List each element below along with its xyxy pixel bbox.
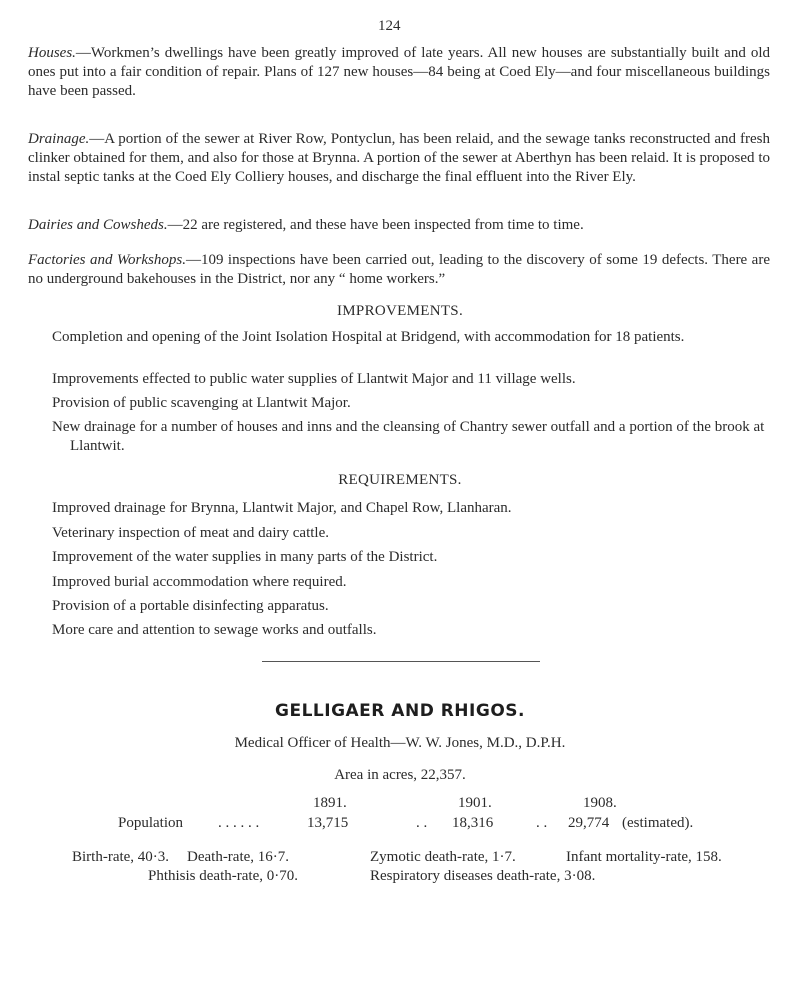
requirement-item: Improvement of the water supplies in many parts of the District. — [52, 549, 438, 565]
population-value: 13,715 — [307, 815, 349, 831]
requirement-item: Improved burial accommodation where required. — [52, 574, 347, 590]
houses-title: Houses. — [28, 45, 76, 61]
population-note: (estimated). — [622, 815, 694, 831]
medical-officer: Medical Officer of Health—W. W. Jones, M.D., D.P.H. — [234, 735, 566, 751]
drainage-paragraph — [28, 130, 770, 187]
factories-body: —109 inspections have been carried out, leading to the discovery of some 19 defects. There are no underground bakehouses in the District, nor any “ home workers.” — [28, 252, 770, 287]
dairies-paragraph — [28, 216, 770, 235]
respiratory-death-rate: Respiratory diseases death-rate, 3·08. — [370, 868, 596, 884]
population-year: 1891. — [313, 795, 347, 811]
requirement-item: Provision of a portable disinfecting apparatus. — [52, 598, 329, 614]
improvement-item: Completion and opening of the Joint Isolation Hospital at Bridgend, with accommodation for 18 patients. — [52, 329, 685, 345]
phthisis-death-rate: Phthisis death-rate, 0·70. — [148, 868, 298, 884]
dairies-body: —22 are registered, and these have been inspected from time to time. — [167, 217, 584, 233]
population-year: 1901. — [458, 795, 492, 811]
birth-rate: Birth-rate, 40·3. — [72, 849, 170, 865]
houses-paragraph — [28, 44, 770, 101]
infant-mortality-rate: Infant mortality-rate, 158. — [566, 849, 722, 865]
zymotic-death-rate: Zymotic death-rate, 1·7. — [370, 849, 516, 865]
requirement-item: Veterinary inspection of meat and dairy cattle. — [52, 525, 329, 541]
improvement-item: New drainage for a number of houses and inns and the cleansing of Chantry sewer outfall and a portion of the brook at Llantwit. — [52, 419, 765, 454]
area-acres: Area in acres, 22,357. — [334, 767, 466, 783]
improvement-item: Improvements effected to public water supplies of Llantwit Major and 11 village wells. — [52, 371, 576, 387]
death-rate: Death-rate, 16·7. — [187, 849, 290, 865]
population-separator: . . — [536, 815, 548, 831]
improvement-item: Provision of public scavenging at Llantwit Major. — [52, 395, 351, 411]
dairies-title: Dairies and Cowsheds. — [28, 217, 168, 233]
requirement-item: More care and attention to sewage works and outfalls. — [52, 622, 377, 638]
population-value: 29,774 — [568, 815, 610, 831]
population-year: 1908. — [583, 795, 617, 811]
population-separator: . . — [416, 815, 428, 831]
factories-paragraph — [28, 251, 770, 289]
drainage-title: Drainage. — [28, 131, 90, 147]
section-divider — [262, 661, 540, 662]
drainage-body: —A portion of the sewer at River Row, Pontyclun, has been relaid, and the sewage tanks reconstructed and fresh clinker obtained for them, and also for those at Brynna. A portion of the sewer at Aberthyn has been relaid. It is proposed to instal septic tanks at the Coed Ely Colliery houses, and discharge the final effluent into the River Ely. — [28, 131, 770, 185]
population-leader: . . . . . . — [218, 815, 260, 831]
population-value: 18,316 — [452, 815, 494, 831]
page-number: 124 — [378, 18, 401, 34]
improvements-heading: IMPROVEMENTS. — [337, 303, 463, 319]
requirements-heading: REQUIREMENTS. — [338, 472, 462, 488]
district-title: GELLIGAER AND RHIGOS. — [275, 701, 525, 721]
requirement-item: Improved drainage for Brynna, Llantwit Major, and Chapel Row, Llanharan. — [52, 500, 512, 516]
houses-body: —Workmen’s dwellings have been greatly improved of late years. All new houses are substantially built and old ones put into a fair condition of repair. Plans of 127 new houses—84 being at Coed Ely—and four miscellaneous buildings have been passed. — [28, 45, 770, 99]
factories-title: Factories and Workshops. — [28, 252, 186, 268]
population-label: Population — [118, 815, 184, 831]
